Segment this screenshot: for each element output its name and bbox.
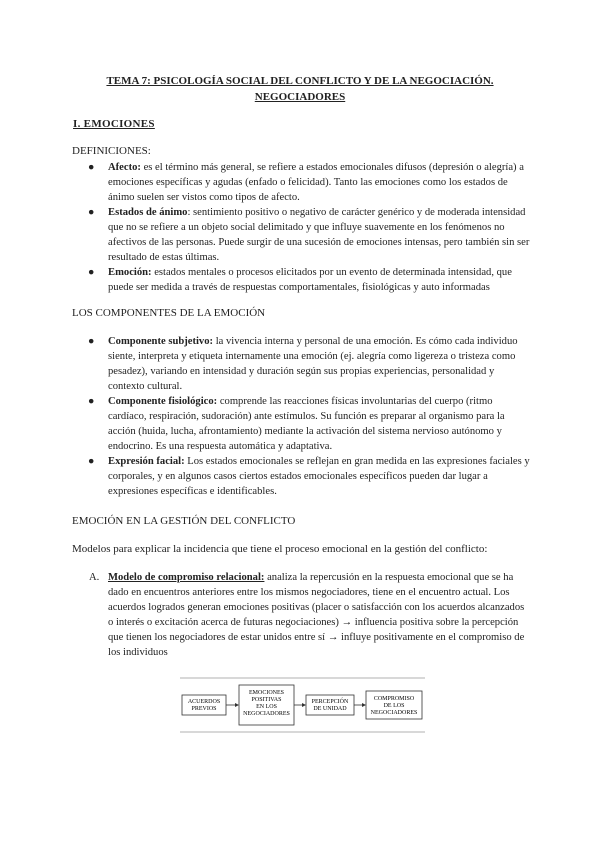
model-a-item [72,570,532,660]
box-text: DE LOS [383,703,405,709]
box-text: POSITIVAS [251,697,282,703]
model-term: Modelo de compromiso relacional: [108,572,265,583]
title-line-2: NEGOCIADORES [254,91,346,103]
box-text: PERCEPCIÓN [311,699,349,705]
components-heading: LOS COMPONENTES DE LA EMOCIÓN [72,307,266,319]
list-item [72,160,532,205]
definition-term: Estados de ánimo [108,207,188,218]
section-heading-emociones: I. EMOCIONES [73,118,155,130]
definitions-label: DEFINICIONES: [72,145,151,157]
component-term: Componente fisiológico: [108,396,218,407]
bullet-icon: ● [88,336,95,347]
box-text: ACUERDOS [187,699,221,705]
list-item [72,394,532,454]
component-text: comprende las reacciones físicas involuntarias del cuerpo (ritmo cardíaco, respiración, sudoración) ante estímulos. Su función es preparar al organismo para la acción (huida, lucha, afrontamiento) mediante la activación del sistema nervioso autónomo y endocrino. Es una respuesta automática y adaptativa. [108,396,505,452]
bullet-icon: ● [88,267,95,278]
component-text: Los estados emocionales se reflejan en gran medida en las expresiones faciales y corporales, y en algunos casos ciertos estados emocionales específicos pueden dar lugar a expresiones específicas e identificables. [108,456,530,497]
conflict-intro: Modelos para explicar la incidencia que tiene el proceso emocional en la gestión del conflicto: [72,543,488,555]
box-text: DE UNIDAD [313,706,347,712]
definition-term: Emoción: [108,267,152,278]
definition-text: estados mentales o procesos elicitados por un evento de determinada intensidad, que puede ser medida a través de respuestas comportamentales, fisiológicas y auto informadas [108,267,512,293]
component-text: la vivencia interna y personal de una emoción. Es cómo cada individuo siente, interpreta y etiqueta internamente una emoción (ej. alegría como ligereza o tristeza como pesadez), variando en intensidad y duración según sus propias experiencias, personalidad y contexto cultural. [108,336,518,392]
box-text: EMOCIONES [248,690,285,696]
bullet-icon: ● [88,396,95,407]
components-list [72,334,532,499]
list-item [72,334,532,394]
definitions-list [72,160,532,295]
list-marker: A. [89,572,100,583]
diagram-box-compromiso [366,691,422,719]
bullet-icon: ● [88,207,95,218]
box-text: NEGOCIADORES [243,711,290,717]
diagram-box-emociones [239,685,294,725]
bullet-icon: ● [88,456,95,467]
definition-term: Afecto: [108,162,141,173]
conflict-heading: EMOCIÓN EN LA GESTIÓN DEL CONFLICTO [72,515,296,527]
list-item [72,454,532,499]
diagram-box-acuerdos [182,695,226,715]
list-item [72,265,532,295]
box-text: NEGOCIADORES [370,710,418,716]
relational-commitment-diagram [180,675,425,735]
box-text: COMPROMISO [373,696,415,702]
definition-text: : sentimiento positivo o negativo de carácter genérico y de moderada intensidad que no se refiere a un objeto social delimitado y que influye suavemente en los fenómenos no afectivos de las personas. Puede surgir de una sucesión de emociones intensas, pero también sin ser resultado de estas últimas. [108,207,530,263]
diagram-box-percepcion [306,695,354,715]
box-text: PREVIOS [191,706,217,712]
component-term: Expresión facial: [108,456,185,467]
component-term: Componente subjetivo: [108,336,214,347]
definition-text: es el término más general, se refiere a estados emocionales difusos (depresión o alegría) a emociones específicas y agudas (enfado o felicidad). Tanto las emociones como los estados de ánimo suelen ser vistos como tipos de afecto. [108,162,524,203]
title-line-1: TEMA 7: PSICOLOGÍA SOCIAL DEL CONFLICTO Y DE LA NEGOCIACIÓN. [106,75,494,87]
list-item [72,205,532,265]
model-text: analiza la repercusión en la respuesta emocional que se ha dado en encuentros anteriores entre los mismos negociadores, tiene en el encuentro actual. Los acuerdos logrados generan emociones positivas (placer o satisfacción con los acuerdos alcanzados o interés o excitación acerca de futuras negociaciones) → influencia positiva sobre la percepción que tienen los negociadores de estar unidos entre sí → influye positivamente en el compromiso de los individuos [108,572,525,658]
bullet-icon: ● [88,162,95,173]
document-title [72,73,528,105]
box-text: EN LOS [256,704,277,710]
